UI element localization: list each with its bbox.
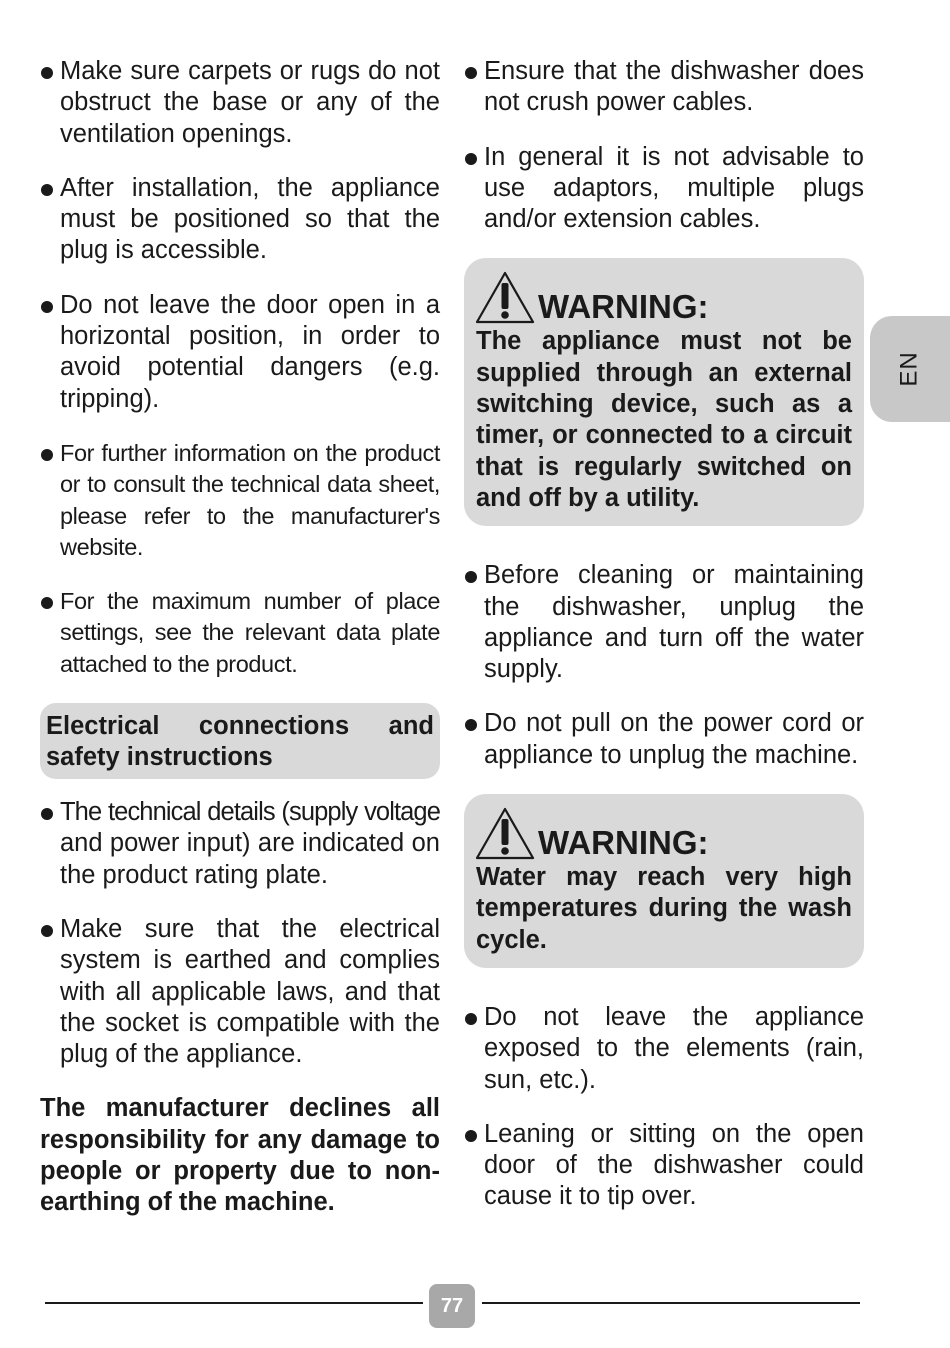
list-item: Make sure carpets or rugs do not obstruct the base or any of the ventilation openings. bbox=[40, 56, 440, 150]
list-item: Make sure that the electrical system is earthed and complies with all applicable laws, and that the socket is compatible with the plug of the appliance. bbox=[40, 914, 440, 1070]
list-item: In general it is not advisable to use adaptors, multiple plugs and/or extension cables. bbox=[464, 142, 864, 236]
bullet-list-b bbox=[464, 560, 864, 771]
bullet-list-top bbox=[40, 56, 440, 680]
list-item: Do not pull on the power cord or appliance to unplug the machine. bbox=[464, 708, 864, 771]
list-item: Leaning or sitting on the open door of the dishwasher could cause it to tip over. bbox=[464, 1119, 864, 1213]
warning-text: Water may reach very high temperatures during the wash cycle. bbox=[476, 863, 852, 954]
list-item: Before cleaning or maintaining the dishwasher, unplug the appliance and turn off the water supply. bbox=[464, 560, 864, 685]
language-tab bbox=[870, 316, 950, 422]
warning-title: WARNING: bbox=[538, 824, 709, 862]
disclaimer-note: The manufacturer declines all responsibility for any damage to people or property due to non-earthing of the machine. bbox=[40, 1094, 440, 1217]
warning-triangle-icon bbox=[474, 806, 536, 862]
warning-text: The appliance must not be supplied through an external switching device, such as a timer, or connected to a circuit that is regularly switched on and off by a utility. bbox=[476, 327, 852, 512]
warning-header bbox=[476, 802, 852, 862]
warning-box-2 bbox=[464, 794, 864, 968]
warning-title: WARNING: bbox=[538, 288, 709, 326]
list-item: For further information on the product or to consult the technical data sheet, please refer to the manufacturer's website. bbox=[40, 438, 440, 563]
list-item: Ensure that the dishwasher does not crush power cables. bbox=[464, 56, 864, 119]
bullet-list-a bbox=[464, 56, 864, 235]
footer-divider-left bbox=[45, 1302, 423, 1304]
footer-divider-right bbox=[482, 1302, 860, 1304]
warning-box-1 bbox=[464, 258, 864, 526]
list-item: After installation, the appliance must be positioned so that the plug is accessible. bbox=[40, 173, 440, 267]
bullet-list-bottom bbox=[40, 797, 440, 1070]
language-tab-label: EN bbox=[896, 351, 923, 387]
warning-triangle-icon bbox=[474, 270, 536, 326]
list-item: Do not leave the appliance exposed to the elements (rain, sun, etc.). bbox=[464, 1002, 864, 1096]
page-number: 77 bbox=[429, 1284, 475, 1328]
bullet-list-c bbox=[464, 1002, 864, 1213]
warning-header bbox=[476, 266, 852, 326]
list-item: Do not leave the door open in a horizontal position, in order to avoid potential dangers (e.g. tripping). bbox=[40, 290, 440, 415]
left-column bbox=[40, 56, 440, 1219]
list-item: The technical details (supply voltage and power input) are indicated on the product rating plate. bbox=[40, 797, 440, 891]
section-heading: Electrical connections and safety instructions bbox=[40, 703, 440, 779]
list-item: For the maximum number of place settings, see the relevant data plate attached to the product. bbox=[40, 586, 440, 680]
right-column bbox=[464, 56, 864, 1236]
